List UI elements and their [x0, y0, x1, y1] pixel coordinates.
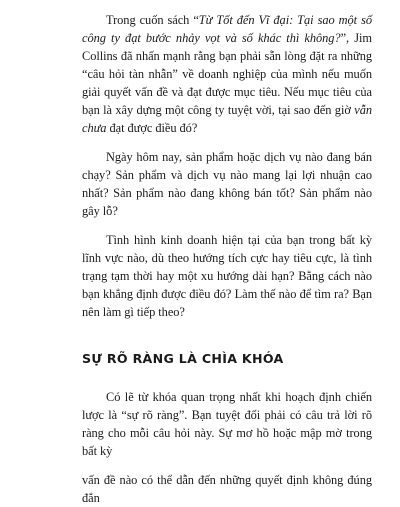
paragraph-2: Ngày hôm nay, sản phẩm hoặc dịch vụ nào đang bán chạy? Sản phẩm và dịch vụ nào mang lại lợi nhuận cao nhất? Sản phẩm nào đang không bán tốt? Sản phẩm nào gây lỗ?	[82, 150, 372, 218]
paragraph-1	[82, 11, 372, 137]
cut-off-line	[82, 471, 372, 505]
p1-emphasis: vẫn chưa	[82, 103, 372, 135]
paragraph-4-cut: vấn đề nào có thể dẫn đến những quyết định không đúng đắn	[82, 473, 372, 505]
paragraph-3: Tình hình kinh doanh hiện tại của bạn trong bất kỳ lĩnh vực nào, dù theo hướng tích cực hay tiêu cực, là tình trạng tạm thời hay một xu hướng dài hạn? Bằng cách nào bạn khẳng định được điều đó? Làm thế nào để tìm ra? Bạn nên làm gì tiếp theo?	[82, 233, 372, 319]
p1-end: đạt được điều đó?	[106, 121, 198, 135]
p1-post: ”, Jim Collins đã nhấn mạnh rằng bạn phải sẵn lòng đặt ra những “câu hỏi tàn nhẫn” về doanh nghiệp của mình nếu muốn giải quyết vấn đề và đạt được mục tiêu. Nếu mục tiêu của bạn là xây dựng một công ty tuyệt vời, tại sao đến giờ	[82, 31, 372, 117]
p1-pre: Trong cuốn sách “	[106, 13, 199, 27]
book-title: Từ Tốt đến Vĩ đại: Tại sao một số công ty đạt bước nhảy vọt và số khác thì không?	[82, 13, 373, 45]
body-text	[82, 11, 373, 505]
paragraph-4: Có lẽ từ khóa quan trọng nhất khi hoạch định chiến lược là “sự rõ ràng”. Bạn tuyệt đối phải có câu trả lời rõ ràng cho mỗi câu hỏi này. Sự mơ hồ hoặc mập mờ trong bất kỳ	[82, 390, 372, 458]
section-heading: SỰ RÕ RÀNG LÀ CHÌA KHÓA	[82, 351, 284, 366]
